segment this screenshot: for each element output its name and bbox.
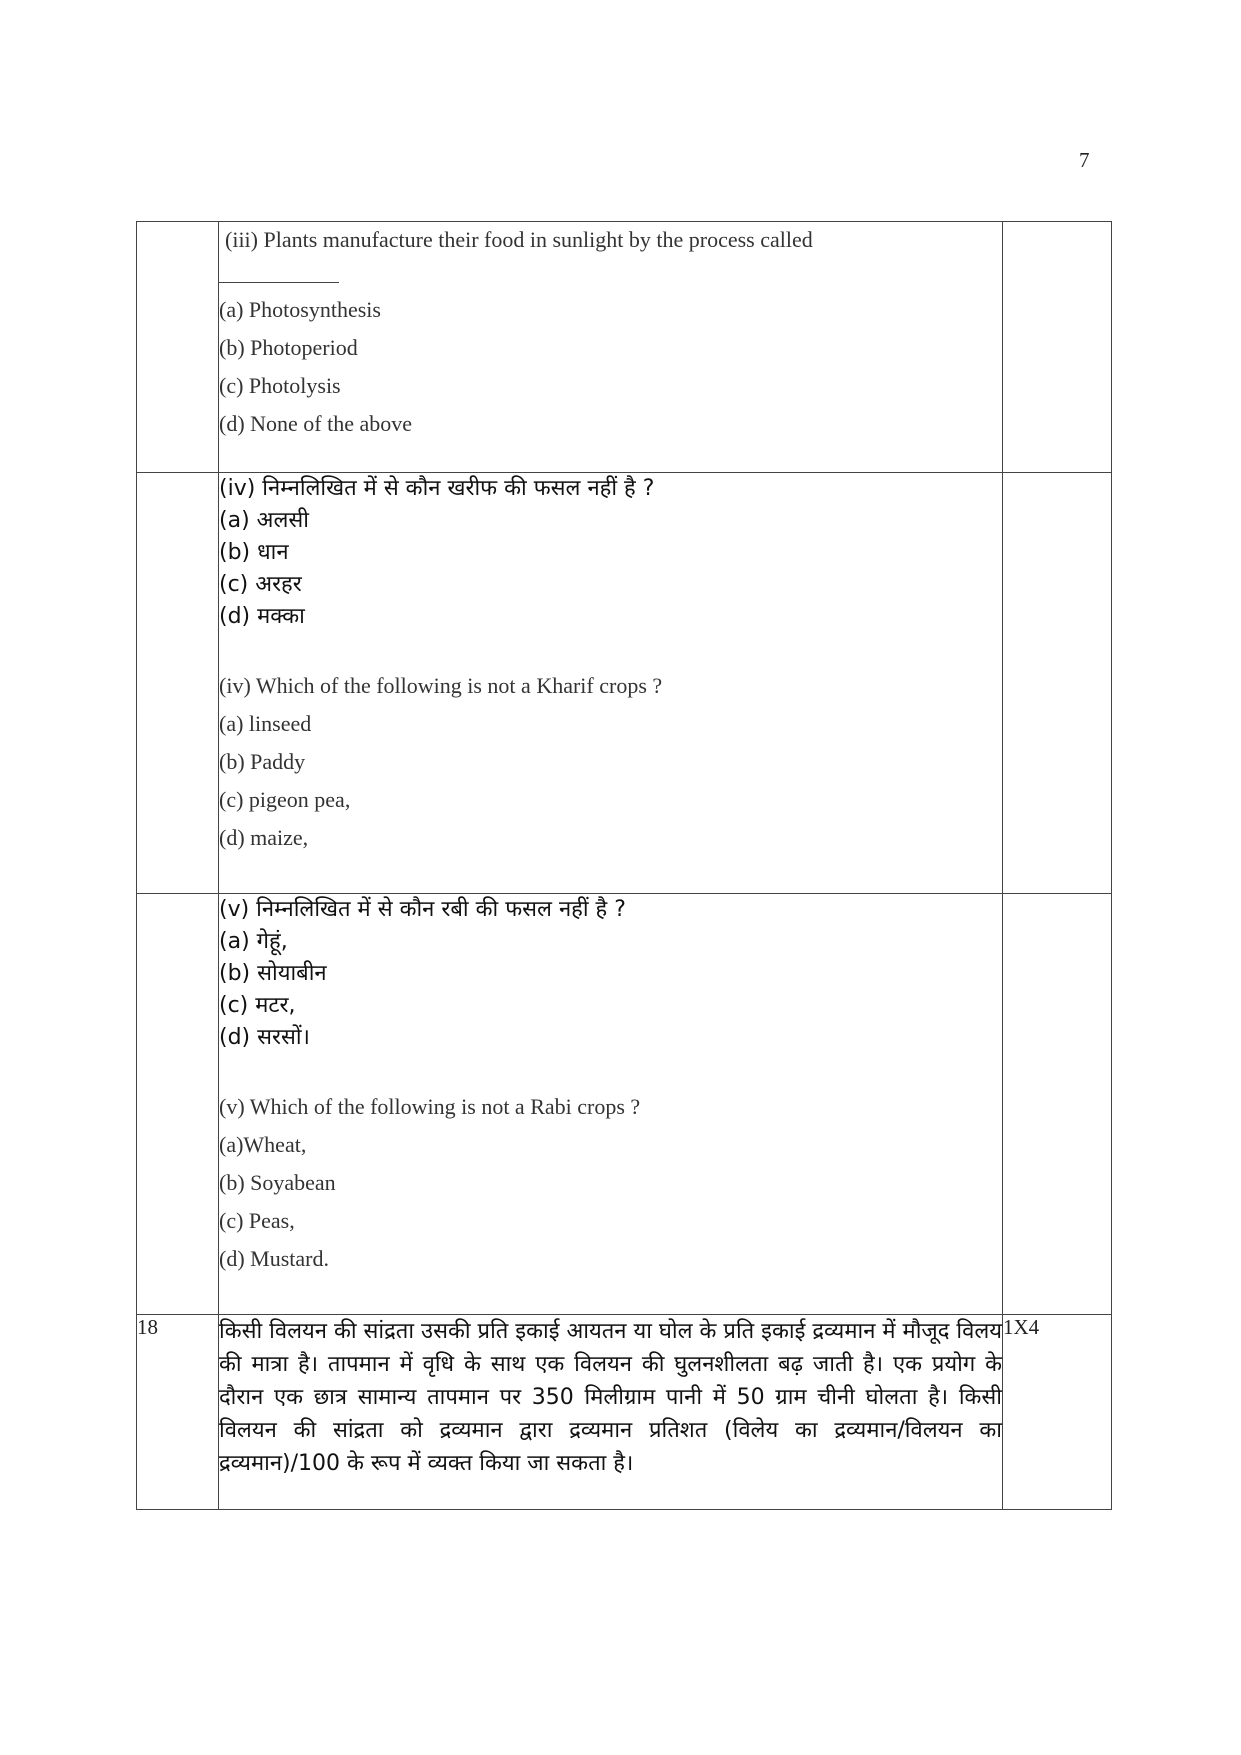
question-number: 18 bbox=[137, 1315, 219, 1510]
english-option-c: (c) Peas, bbox=[219, 1208, 295, 1233]
table-row-q-iv bbox=[137, 473, 1112, 894]
question-cell-iv bbox=[219, 473, 1003, 894]
question-table bbox=[136, 221, 1112, 1510]
table-row-q-iii bbox=[137, 222, 1112, 473]
hindi-option-c: (c) मटर, bbox=[219, 993, 296, 1018]
option-a: (a) Photosynthesis bbox=[219, 297, 381, 322]
english-question-stem: (v) Which of the following is not a Rabi crops ? bbox=[219, 1094, 641, 1119]
english-option-b: (b) Soyabean bbox=[219, 1170, 336, 1195]
question-number-cell bbox=[137, 222, 219, 473]
question-number-cell bbox=[137, 894, 219, 1315]
marks-cell bbox=[1003, 222, 1112, 473]
question-number-cell bbox=[137, 473, 219, 894]
english-option-c: (c) pigeon pea, bbox=[219, 787, 351, 812]
marks-value: 1X4 bbox=[1003, 1315, 1112, 1510]
table-row-q-v bbox=[137, 894, 1112, 1315]
hindi-option-d: (d) सरसों। bbox=[219, 1025, 310, 1050]
hindi-option-b: (b) धान bbox=[219, 540, 289, 565]
hindi-option-a: (a) गेहूं, bbox=[219, 929, 288, 954]
fill-blank-line bbox=[219, 258, 339, 283]
hindi-option-a: (a) अलसी bbox=[219, 508, 309, 533]
marks-cell bbox=[1003, 473, 1112, 894]
question-18-passage: किसी विलयन की सांद्रता उसकी प्रति इकाई आयतन या घोल के प्रति इकाई द्रव्यमान में मौजूद विलय की मात्रा है। तापमान में वृधि के साथ एक विलयन की घुलनशीलता बढ़ जाती है। एक प्रयोग के दौरान एक छात्र सामान्य तापमान पर 350 मिलीग्राम पानी में 50 ग्राम चीनी घोलता है। किसी विलयन की सांद्रता को द्रव्यमान द्वारा द्रव्यमान प्रतिशत (विलेय का द्रव्यमान/विलयन का द्रव्यमान)/100 के रूप में व्यक्त किया जा सकता है। bbox=[219, 1315, 1003, 1510]
english-option-d: (d) Mustard. bbox=[219, 1246, 329, 1271]
english-option-a: (a)Wheat, bbox=[219, 1132, 307, 1157]
english-option-b: (b) Paddy bbox=[219, 749, 306, 774]
option-b: (b) Photoperiod bbox=[219, 335, 358, 360]
question-cell-v bbox=[219, 894, 1003, 1315]
question-cell-iii bbox=[219, 222, 1003, 473]
option-d: (d) None of the above bbox=[219, 411, 413, 436]
marks-cell bbox=[1003, 894, 1112, 1315]
english-question-stem: (iv) Which of the following is not a Kharif crops ? bbox=[219, 673, 663, 698]
hindi-question-stem: (iv) निम्नलिखित में से कौन खरीफ की फसल नहीं है ? bbox=[219, 476, 655, 501]
hindi-option-c: (c) अरहर bbox=[219, 572, 302, 597]
table-row-q18 bbox=[137, 1315, 1112, 1510]
english-option-a: (a) linseed bbox=[219, 711, 312, 736]
question-stem: (iii) Plants manufacture their food in sunlight by the process called bbox=[225, 227, 813, 252]
hindi-option-b: (b) सोयाबीन bbox=[219, 961, 327, 986]
hindi-option-d: (d) मक्का bbox=[219, 604, 305, 629]
hindi-question-stem: (v) निम्नलिखित में से कौन रबी की फसल नहीं है ? bbox=[219, 897, 626, 922]
english-option-d: (d) maize, bbox=[219, 825, 309, 850]
page-number: 7 bbox=[1079, 148, 1090, 172]
option-c: (c) Photolysis bbox=[219, 373, 341, 398]
